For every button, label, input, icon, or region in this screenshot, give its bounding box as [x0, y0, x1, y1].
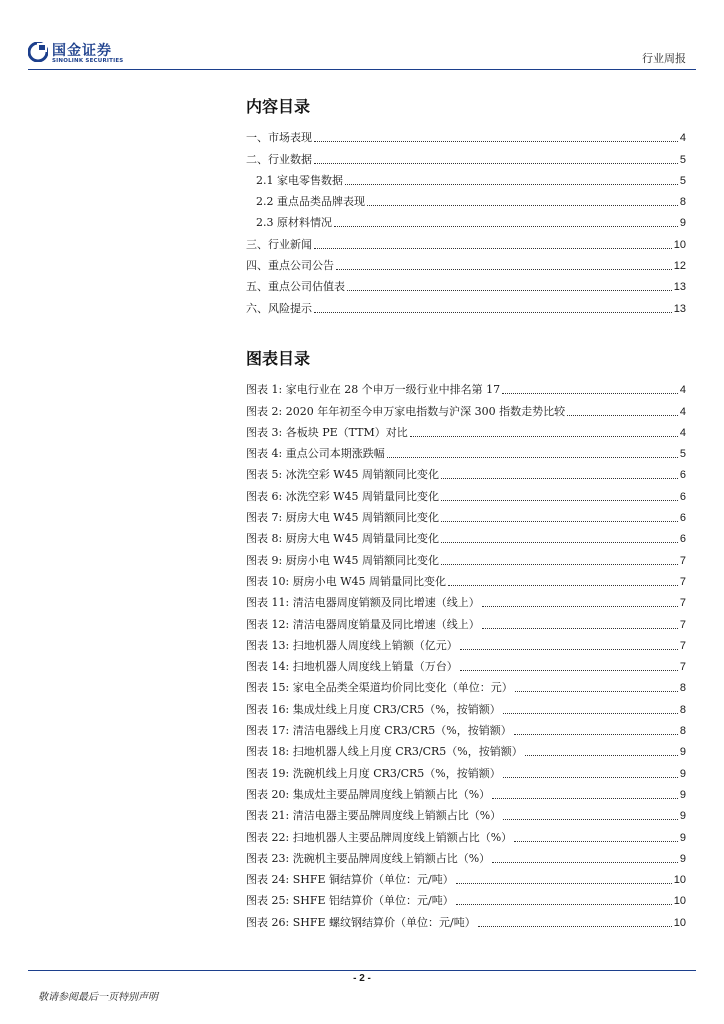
chart-entry[interactable]	[246, 802, 686, 823]
chart-entry-title: 图表 22: 扫地机器人主要品牌周度线上销额占比（%）	[246, 830, 513, 844]
dot-leader	[514, 841, 678, 842]
chart-entry-page: 8	[679, 703, 686, 716]
dot-leader	[492, 798, 678, 799]
chart-entry[interactable]	[246, 759, 686, 780]
dot-leader	[441, 500, 678, 501]
chart-entry-page: 9	[679, 746, 686, 759]
contents-entry[interactable]	[246, 230, 686, 251]
header-divider	[28, 69, 696, 70]
chart-entry-title: 图表 4: 重点公司本期涨跌幅	[246, 447, 385, 461]
charts-list	[246, 376, 686, 930]
chart-entry-title: 图表 11: 清洁电器周度销额及同比增速（线上）	[246, 596, 480, 610]
contents-entry-title: 五、重点公司估值表	[246, 280, 345, 294]
contents-entry[interactable]	[246, 273, 686, 294]
dot-leader	[441, 542, 678, 543]
chart-entry-title: 图表 1: 家电行业在 28 个申万一级行业中排名第 17	[246, 383, 501, 397]
chart-entry-page: 9	[679, 788, 686, 801]
dot-leader	[456, 883, 672, 884]
chart-entry[interactable]	[246, 823, 686, 844]
page-number: - 2 -	[353, 973, 371, 984]
chart-entry-title: 图表 17: 清洁电器线上月度 CR3/CR5（%，按销额）	[246, 724, 512, 738]
chart-entry[interactable]	[246, 482, 686, 503]
chart-entry[interactable]	[246, 632, 686, 653]
chart-entry[interactable]	[246, 866, 686, 887]
charts-title: 图表目录	[246, 349, 311, 368]
dot-leader	[336, 269, 672, 270]
dot-leader	[503, 777, 678, 778]
chart-entry-page: 10	[673, 895, 686, 908]
contents-entry[interactable]	[246, 145, 686, 166]
contents-entry[interactable]	[246, 209, 686, 230]
chart-entry[interactable]	[246, 653, 686, 674]
chart-entry-page: 6	[679, 469, 686, 482]
chart-entry-page: 9	[679, 831, 686, 844]
contents-entry-title: 一、市场表现	[246, 131, 312, 145]
dot-leader	[314, 312, 672, 313]
chart-entry[interactable]	[246, 908, 686, 929]
chart-entry-title: 图表 24: SHFE 铜结算价（单位：元/吨）	[246, 873, 454, 887]
chart-entry[interactable]	[246, 568, 686, 589]
contents-title: 内容目录	[246, 97, 311, 116]
dot-leader	[387, 457, 678, 458]
chart-entry[interactable]	[246, 525, 686, 546]
chart-entry-page: 7	[679, 618, 686, 631]
chart-entry-title: 图表 3: 各板块 PE（TTM）对比	[246, 425, 408, 439]
chart-entry-title: 图表 5: 冰洗空彩 W45 周销额同比变化	[246, 468, 439, 482]
chart-entry[interactable]	[246, 546, 686, 567]
chart-entry[interactable]	[246, 461, 686, 482]
chart-entry[interactable]	[246, 376, 686, 397]
dot-leader	[456, 904, 672, 905]
dot-leader	[410, 436, 678, 437]
dot-leader	[503, 713, 678, 714]
chart-entry[interactable]	[246, 845, 686, 866]
chart-entry-page: 9	[679, 852, 686, 865]
contents-entry-page: 4	[679, 132, 686, 145]
dot-leader	[334, 226, 678, 227]
page-header	[0, 0, 724, 68]
chart-entry-title: 图表 14: 扫地机器人周度线上销量（万台）	[246, 660, 458, 674]
dot-leader	[441, 521, 678, 522]
chart-entry-page: 10	[673, 874, 686, 887]
chart-entry[interactable]	[246, 887, 686, 908]
contents-entry-page: 13	[673, 302, 686, 315]
contents-entry-title: 2.1 家电零售数据	[256, 173, 343, 187]
chart-entry[interactable]	[246, 610, 686, 631]
dot-leader	[482, 628, 678, 629]
chart-entry-title: 图表 8: 厨房大电 W45 周销量同比变化	[246, 532, 439, 546]
chart-entry-page: 4	[679, 384, 686, 397]
chart-entry-title: 图表 15: 家电全品类全渠道均价同比变化（单位：元）	[246, 681, 513, 695]
report-type-label: 行业周报	[642, 52, 686, 65]
chart-entry-page: 7	[679, 639, 686, 652]
dot-leader	[525, 755, 678, 756]
contents-entry[interactable]	[246, 294, 686, 315]
dot-leader	[567, 415, 678, 416]
chart-entry-page: 10	[673, 916, 686, 929]
dot-leader	[347, 290, 672, 291]
dot-leader	[514, 734, 678, 735]
contents-entry-title: 二、行业数据	[246, 152, 312, 166]
contents-entry-title: 2.3 原材料情况	[256, 216, 332, 230]
dot-leader	[314, 141, 678, 142]
chart-entry[interactable]	[246, 695, 686, 716]
dot-leader	[503, 819, 678, 820]
contents-entry[interactable]	[246, 167, 686, 188]
logo-english-name: SINOLINK SECURITIES	[52, 58, 124, 64]
chart-entry-title: 图表 13: 扫地机器人周度线上销额（亿元）	[246, 638, 458, 652]
contents-entry-title: 四、重点公司公告	[246, 259, 334, 273]
chart-entry-page: 6	[679, 512, 686, 525]
disclaimer-text: 敬请参阅最后一页特别声明	[38, 992, 158, 1003]
chart-entry-page: 7	[679, 554, 686, 567]
chart-entry-title: 图表 7: 厨房大电 W45 周销额同比变化	[246, 511, 439, 525]
chart-entry-page: 4	[679, 405, 686, 418]
chart-entry-title: 图表 12: 清洁电器周度销量及同比增速（线上）	[246, 617, 480, 631]
chart-entry-title: 图表 19: 洗碗机线上月度 CR3/CR5（%，按销额）	[246, 766, 501, 780]
chart-entry-title: 图表 23: 洗碗机主要品牌周度线上销额占比（%）	[246, 851, 491, 865]
chart-entry[interactable]	[246, 738, 686, 759]
chart-entry[interactable]	[246, 781, 686, 802]
chart-entry-title: 图表 9: 厨房小电 W45 周销额同比变化	[246, 553, 439, 567]
chart-entry-title: 图表 10: 厨房小电 W45 周销量同比变化	[246, 574, 446, 588]
dot-leader	[441, 478, 678, 479]
footer-divider	[28, 970, 696, 971]
contents-entry-page: 8	[679, 196, 686, 209]
dot-leader	[482, 606, 678, 607]
chart-entry[interactable]	[246, 589, 686, 610]
dot-leader	[502, 393, 678, 394]
chart-entry[interactable]	[246, 674, 686, 695]
chart-entry-title: 图表 26: SHFE 螺纹钢结算价（单位：元/吨）	[246, 915, 476, 929]
dot-leader	[492, 862, 678, 863]
chart-entry-page: 8	[679, 725, 686, 738]
chart-entry-title: 图表 20: 集成灶主要品牌周度线上销额占比（%）	[246, 787, 491, 801]
contents-entry[interactable]	[246, 124, 686, 145]
dot-leader	[345, 184, 678, 185]
contents-entry[interactable]	[246, 252, 686, 273]
contents-entry-page: 5	[679, 174, 686, 187]
logo-chinese-name: 国金证券	[52, 43, 112, 59]
contents-list	[246, 124, 686, 316]
chart-entry-title: 图表 25: SHFE 铝结算价（单位：元/吨）	[246, 894, 454, 908]
dot-leader	[441, 564, 678, 565]
dot-leader	[314, 248, 672, 249]
contents-entry-page: 10	[673, 238, 686, 251]
chart-entry-page: 7	[679, 661, 686, 674]
chart-entry-title: 图表 2: 2020 年年初至今申万家电指数与沪深 300 指数走势比较	[246, 404, 566, 418]
contents-entry[interactable]	[246, 188, 686, 209]
chart-entry-page: 9	[679, 767, 686, 780]
chart-entry-page: 6	[679, 490, 686, 503]
chart-entry[interactable]	[246, 397, 686, 418]
dot-leader	[448, 585, 678, 586]
dot-leader	[460, 649, 678, 650]
chart-entry-page: 8	[679, 682, 686, 695]
chart-entry-page: 9	[679, 810, 686, 823]
chart-entry-title: 图表 6: 冰洗空彩 W45 周销量同比变化	[246, 489, 439, 503]
chart-entry-title: 图表 16: 集成灶线上月度 CR3/CR5（%，按销额）	[246, 702, 501, 716]
chart-entry[interactable]	[246, 419, 686, 440]
logo-mark-icon	[28, 42, 48, 62]
chart-entry-title: 图表 18: 扫地机器人线上月度 CR3/CR5（%，按销额）	[246, 745, 523, 759]
chart-entry-page: 5	[679, 448, 686, 461]
dot-leader	[367, 205, 678, 206]
chart-entry-page: 7	[679, 597, 686, 610]
chart-entry-title: 图表 21: 清洁电器主要品牌周度线上销额占比（%）	[246, 809, 502, 823]
contents-entry-page: 9	[679, 217, 686, 230]
chart-entry[interactable]	[246, 717, 686, 738]
contents-entry-title: 六、风险提示	[246, 301, 312, 315]
chart-entry[interactable]	[246, 440, 686, 461]
contents-entry-title: 2.2 重点品类品牌表现	[256, 195, 365, 209]
chart-entry-page: 4	[679, 426, 686, 439]
chart-entry[interactable]	[246, 504, 686, 525]
dot-leader	[478, 926, 672, 927]
dot-leader	[460, 670, 678, 671]
dot-leader	[515, 691, 678, 692]
dot-leader	[314, 163, 678, 164]
contents-entry-page: 13	[673, 281, 686, 294]
contents-entry-page: 5	[679, 153, 686, 166]
chart-entry-page: 6	[679, 533, 686, 546]
contents-entry-title: 三、行业新闻	[246, 237, 312, 251]
chart-entry-page: 7	[679, 575, 686, 588]
contents-entry-page: 12	[673, 260, 686, 273]
